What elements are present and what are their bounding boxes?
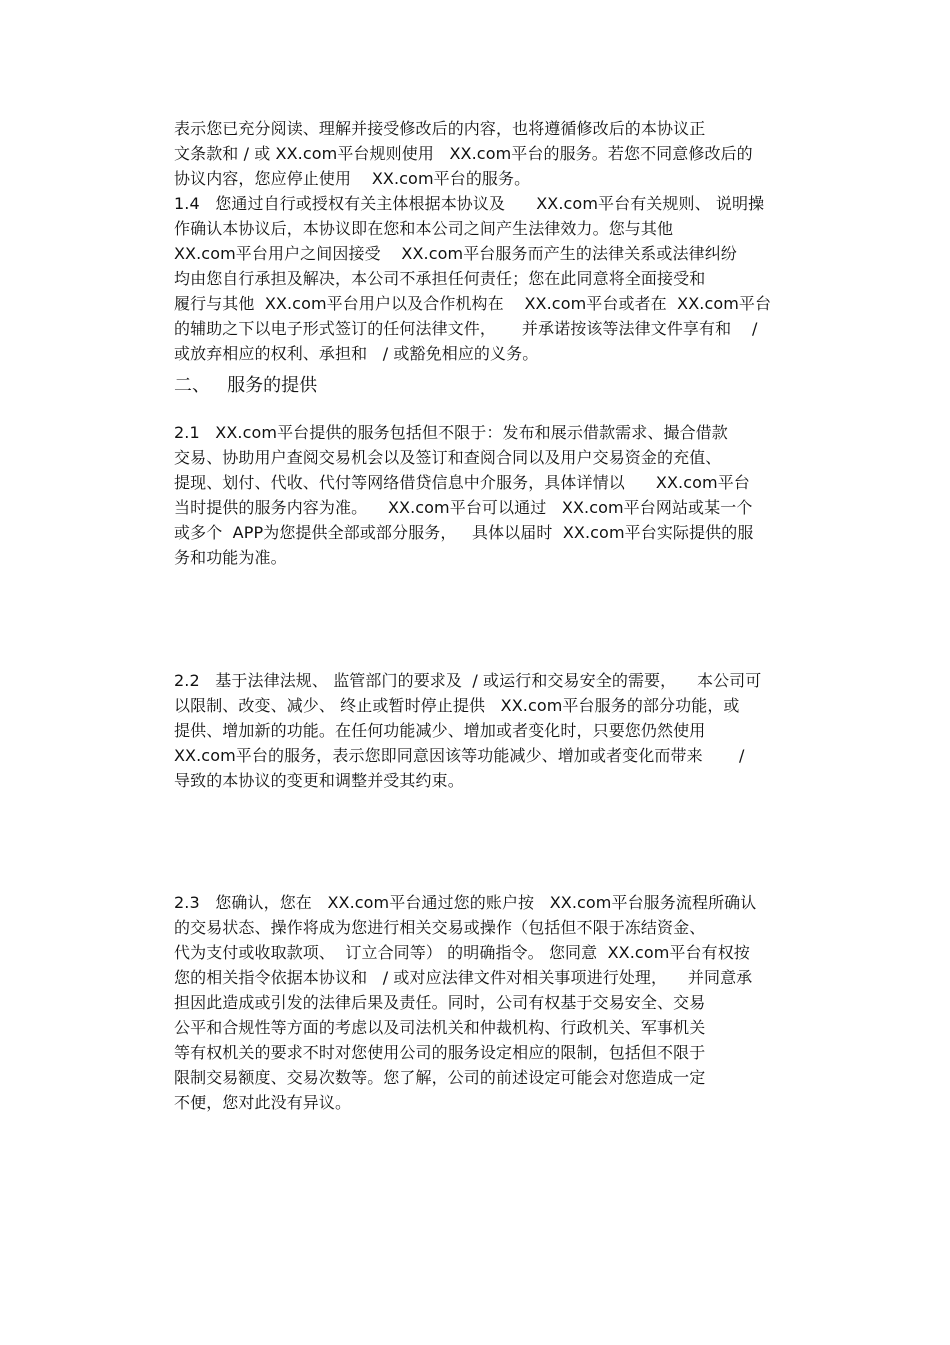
text-line: 作确认本协议后，本协议即在您和本公司之间产生法律效力。您与其他 bbox=[174, 219, 674, 238]
text-line: 担因此造成或引发的法律后果及责任。同时，公司有权基于交易安全、交易 bbox=[174, 993, 706, 1012]
paragraph-1-4 bbox=[174, 116, 814, 366]
text-line: 的辅助之下以电子形式签订的任何法律文件， 并承诺按该等法律文件享有和 / bbox=[174, 319, 758, 338]
text-line: 提供、增加新的功能。在任何功能减少、增加或者变化时，只要您仍然使用 bbox=[174, 721, 706, 740]
paragraph-2-3 bbox=[174, 890, 814, 1115]
text-line: 2.2 基于法律法规、 监管部门的要求及 / 或运行和交易安全的需要， 本公司可 bbox=[174, 671, 762, 690]
text-line: 或多个 APP为您提供全部或部分服务， 具体以届时 XX.com平台实际提供的服 bbox=[174, 523, 754, 542]
text-line: 的交易状态、操作将成为您进行相关交易或操作（包括但不限于冻结资金、 bbox=[174, 918, 706, 937]
text-line: 不便，您对此没有异议。 bbox=[174, 1093, 352, 1112]
text-line: 您的相关指令依据本协议和 / 或对应法律文件对相关事项进行处理， 并同意承 bbox=[174, 968, 753, 987]
text-line: 限制交易额度、交易次数等。您了解，公司的前述设定可能会对您造成一定 bbox=[174, 1068, 706, 1087]
text-line: 文条款和 / 或 XX.com平台规则使用 XX.com平台的服务。若您不同意修改后的 bbox=[174, 144, 753, 163]
text-line: 等有权机关的要求不时对您使用公司的服务设定相应的限制，包括但不限于 bbox=[174, 1043, 706, 1062]
text-line: 当时提供的服务内容为准。 XX.com平台可以通过 XX.com平台网站或某一个 bbox=[174, 498, 753, 517]
text-line: 代为支付或收取款项、 订立合同等） 的明确指令。 您同意 XX.com平台有权按 bbox=[174, 943, 750, 962]
text-line: 2.1 XX.com平台提供的服务包括但不限于：发布和展示借款需求、撮合借款 bbox=[174, 423, 728, 442]
text-line: 提现、划付、代收、代付等网络借贷信息中介服务，具体详情以 XX.com平台 bbox=[174, 473, 750, 492]
section-heading: 二、 服务的提供 bbox=[174, 375, 318, 396]
text-line: 协议内容，您应停止使用 XX.com平台的服务。 bbox=[174, 169, 531, 188]
paragraph-2-2 bbox=[174, 668, 814, 793]
text-line: XX.com平台的服务，表示您即同意因该等功能减少、增加或者变化而带来 / bbox=[174, 746, 745, 765]
text-line: 2.3 您确认，您在 XX.com平台通过您的账户按 XX.com平台服务流程所确认 bbox=[174, 893, 757, 912]
text-line: 以限制、改变、减少、 终止或暂时停止提供 XX.com平台服务的部分功能，或 bbox=[174, 696, 740, 715]
text-line: 交易、协助用户查阅交易机会以及签订和查阅合同以及用户交易资金的充值、 bbox=[174, 448, 722, 467]
text-line: 表示您已充分阅读、理解并接受修改后的内容，也将遵循修改后的本协议正 bbox=[174, 119, 706, 138]
text-line: 务和功能为准。 bbox=[174, 548, 287, 567]
text-line: 导致的本协议的变更和调整并受其约束。 bbox=[174, 771, 464, 790]
text-line: 均由您自行承担及解决，本公司不承担任何责任；您在此同意将全面接受和 bbox=[174, 269, 706, 288]
text-line: 公平和合规性等方面的考虑以及司法机关和仲裁机构、行政机关、军事机关 bbox=[174, 1018, 706, 1037]
text-line: 或放弃相应的权利、承担和 / 或豁免相应的义务。 bbox=[174, 344, 539, 363]
text-line: 1.4 您通过自行或授权有关主体根据本协议及 XX.com平台有关规则、 说明操 bbox=[174, 194, 765, 213]
text-line: XX.com平台用户之间因接受 XX.com平台服务而产生的法律关系或法律纠纷 bbox=[174, 244, 737, 263]
paragraph-2-1 bbox=[174, 420, 814, 570]
text-line: 履行与其他 XX.com平台用户以及合作机构在 XX.com平台或者在 XX.com平台 bbox=[174, 294, 772, 313]
document-page bbox=[174, 116, 814, 1115]
